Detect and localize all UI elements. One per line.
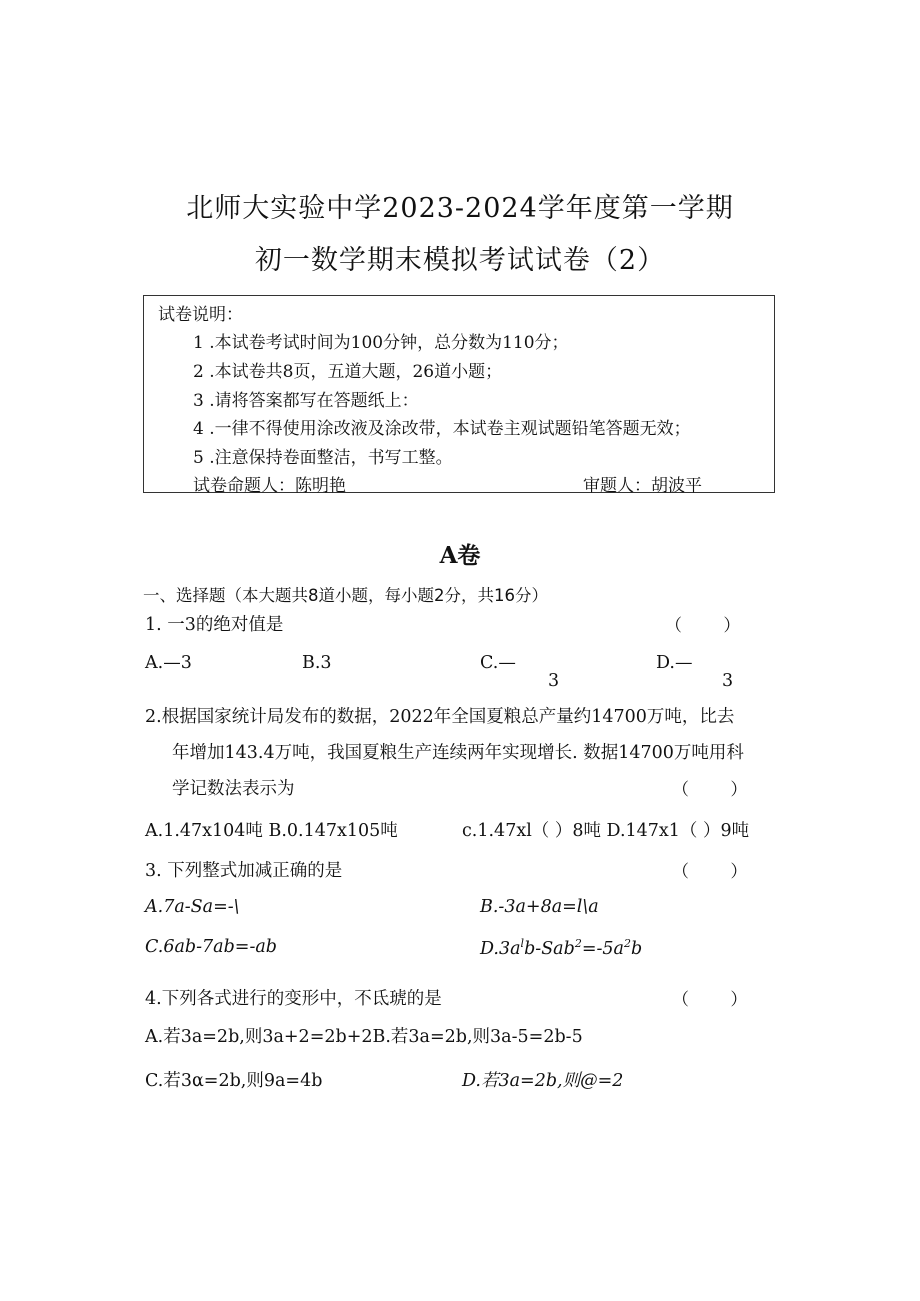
notice-author: 试卷命题人：陈明艳 <box>193 476 346 496</box>
q4-option-d: D.若3a=2b,则@=2 <box>462 1071 624 1091</box>
q1-option-b: B.3 <box>302 653 332 673</box>
notice-reviewer: 审题人：胡波平 <box>583 476 702 496</box>
section-a-title: A卷 <box>439 542 481 569</box>
q1-option-a: A.—3 <box>145 653 192 673</box>
q3-option-d-part2: b-Sab <box>524 938 575 959</box>
notice-item-3: 3 .请将答案都写在答题纸上： <box>193 391 419 411</box>
q1-option-c-denominator: 3 <box>548 671 560 691</box>
q3-option-d-sup2: 2 <box>574 937 582 950</box>
q1-option-c: C.— <box>480 653 516 673</box>
q3-option-d-part4: b <box>630 938 643 959</box>
q2-stem-line3: 学记数法表示为 <box>172 779 295 799</box>
q3-option-d-sup1: l <box>520 937 525 950</box>
q4-stem: 4.下列各式进行的变形中，不氐琥的是 <box>145 989 442 1009</box>
notice-heading: 试卷说明： <box>158 305 243 325</box>
q4-answer-paren: （ ） <box>672 990 766 1010</box>
q4-options-ab: A.若3a=2b,则3a+2=2b+2B.若3a=2b,则3a-5=2b-5 <box>145 1027 583 1047</box>
q3-option-d-part1: D.3a <box>480 938 521 959</box>
q2-options-cd: c.1.47xl（ ）8吨 D.147x1（ ）9吨 <box>462 821 750 841</box>
page-title-line1: 北师大实验中学2023-2024学年度第一学期 <box>186 193 734 224</box>
q3-option-d-part3: =-5a <box>581 938 624 959</box>
q2-options-ab: A.1.47x104吨 B.0.147x105吨 <box>145 821 398 841</box>
q3-option-d <box>480 937 642 959</box>
q3-option-b: B.-3a+8a=l\a <box>480 897 599 917</box>
q3-option-d-sup3: 2 <box>623 937 631 950</box>
notice-item-2: 2 .本试卷共8页，五道大题，26道小题； <box>193 362 503 382</box>
q4-option-c: C.若3α=2b,则9a=4b <box>145 1071 323 1091</box>
q2-stem-line2: 年增加143.4万吨，我国夏粮生产连续两年实现增长. 数据14700万吨用科 <box>172 743 744 763</box>
part1-heading: 一、选择题（本大题共8道小题，每小题2分，共16分） <box>143 586 548 605</box>
q3-stem: 3. 下列整式加减正确的是 <box>145 861 343 881</box>
q1-answer-paren: （ ） <box>665 616 759 636</box>
q1-option-d-denominator: 3 <box>722 671 734 691</box>
q2-answer-paren: （ ） <box>672 780 766 800</box>
page-title-line2: 初一数学期末模拟考试试卷（2） <box>254 245 666 276</box>
notice-item-1: 1 .本试卷考试时间为100分钟，总分数为110分； <box>193 333 569 353</box>
q3-option-a: A.7a-Sa=-\ <box>145 897 240 917</box>
q1-stem: 1. 一3的绝对值是 <box>145 615 284 635</box>
q2-stem-line1: 2.根据国家统计局发布的数据，2022年全国夏粮总产量约14700万吨，比去 <box>145 707 735 727</box>
q3-answer-paren: （ ） <box>672 862 766 882</box>
notice-item-5: 5 .注意保持卷面整洁，书写工整。 <box>193 448 453 468</box>
q3-option-c: C.6ab-7ab=-ab <box>145 937 277 957</box>
notice-item-4: 4 .一律不得使用涂改液及涂改带，本试卷主观试题铅笔答题无效； <box>193 419 691 439</box>
q1-option-d: D.— <box>656 653 693 673</box>
